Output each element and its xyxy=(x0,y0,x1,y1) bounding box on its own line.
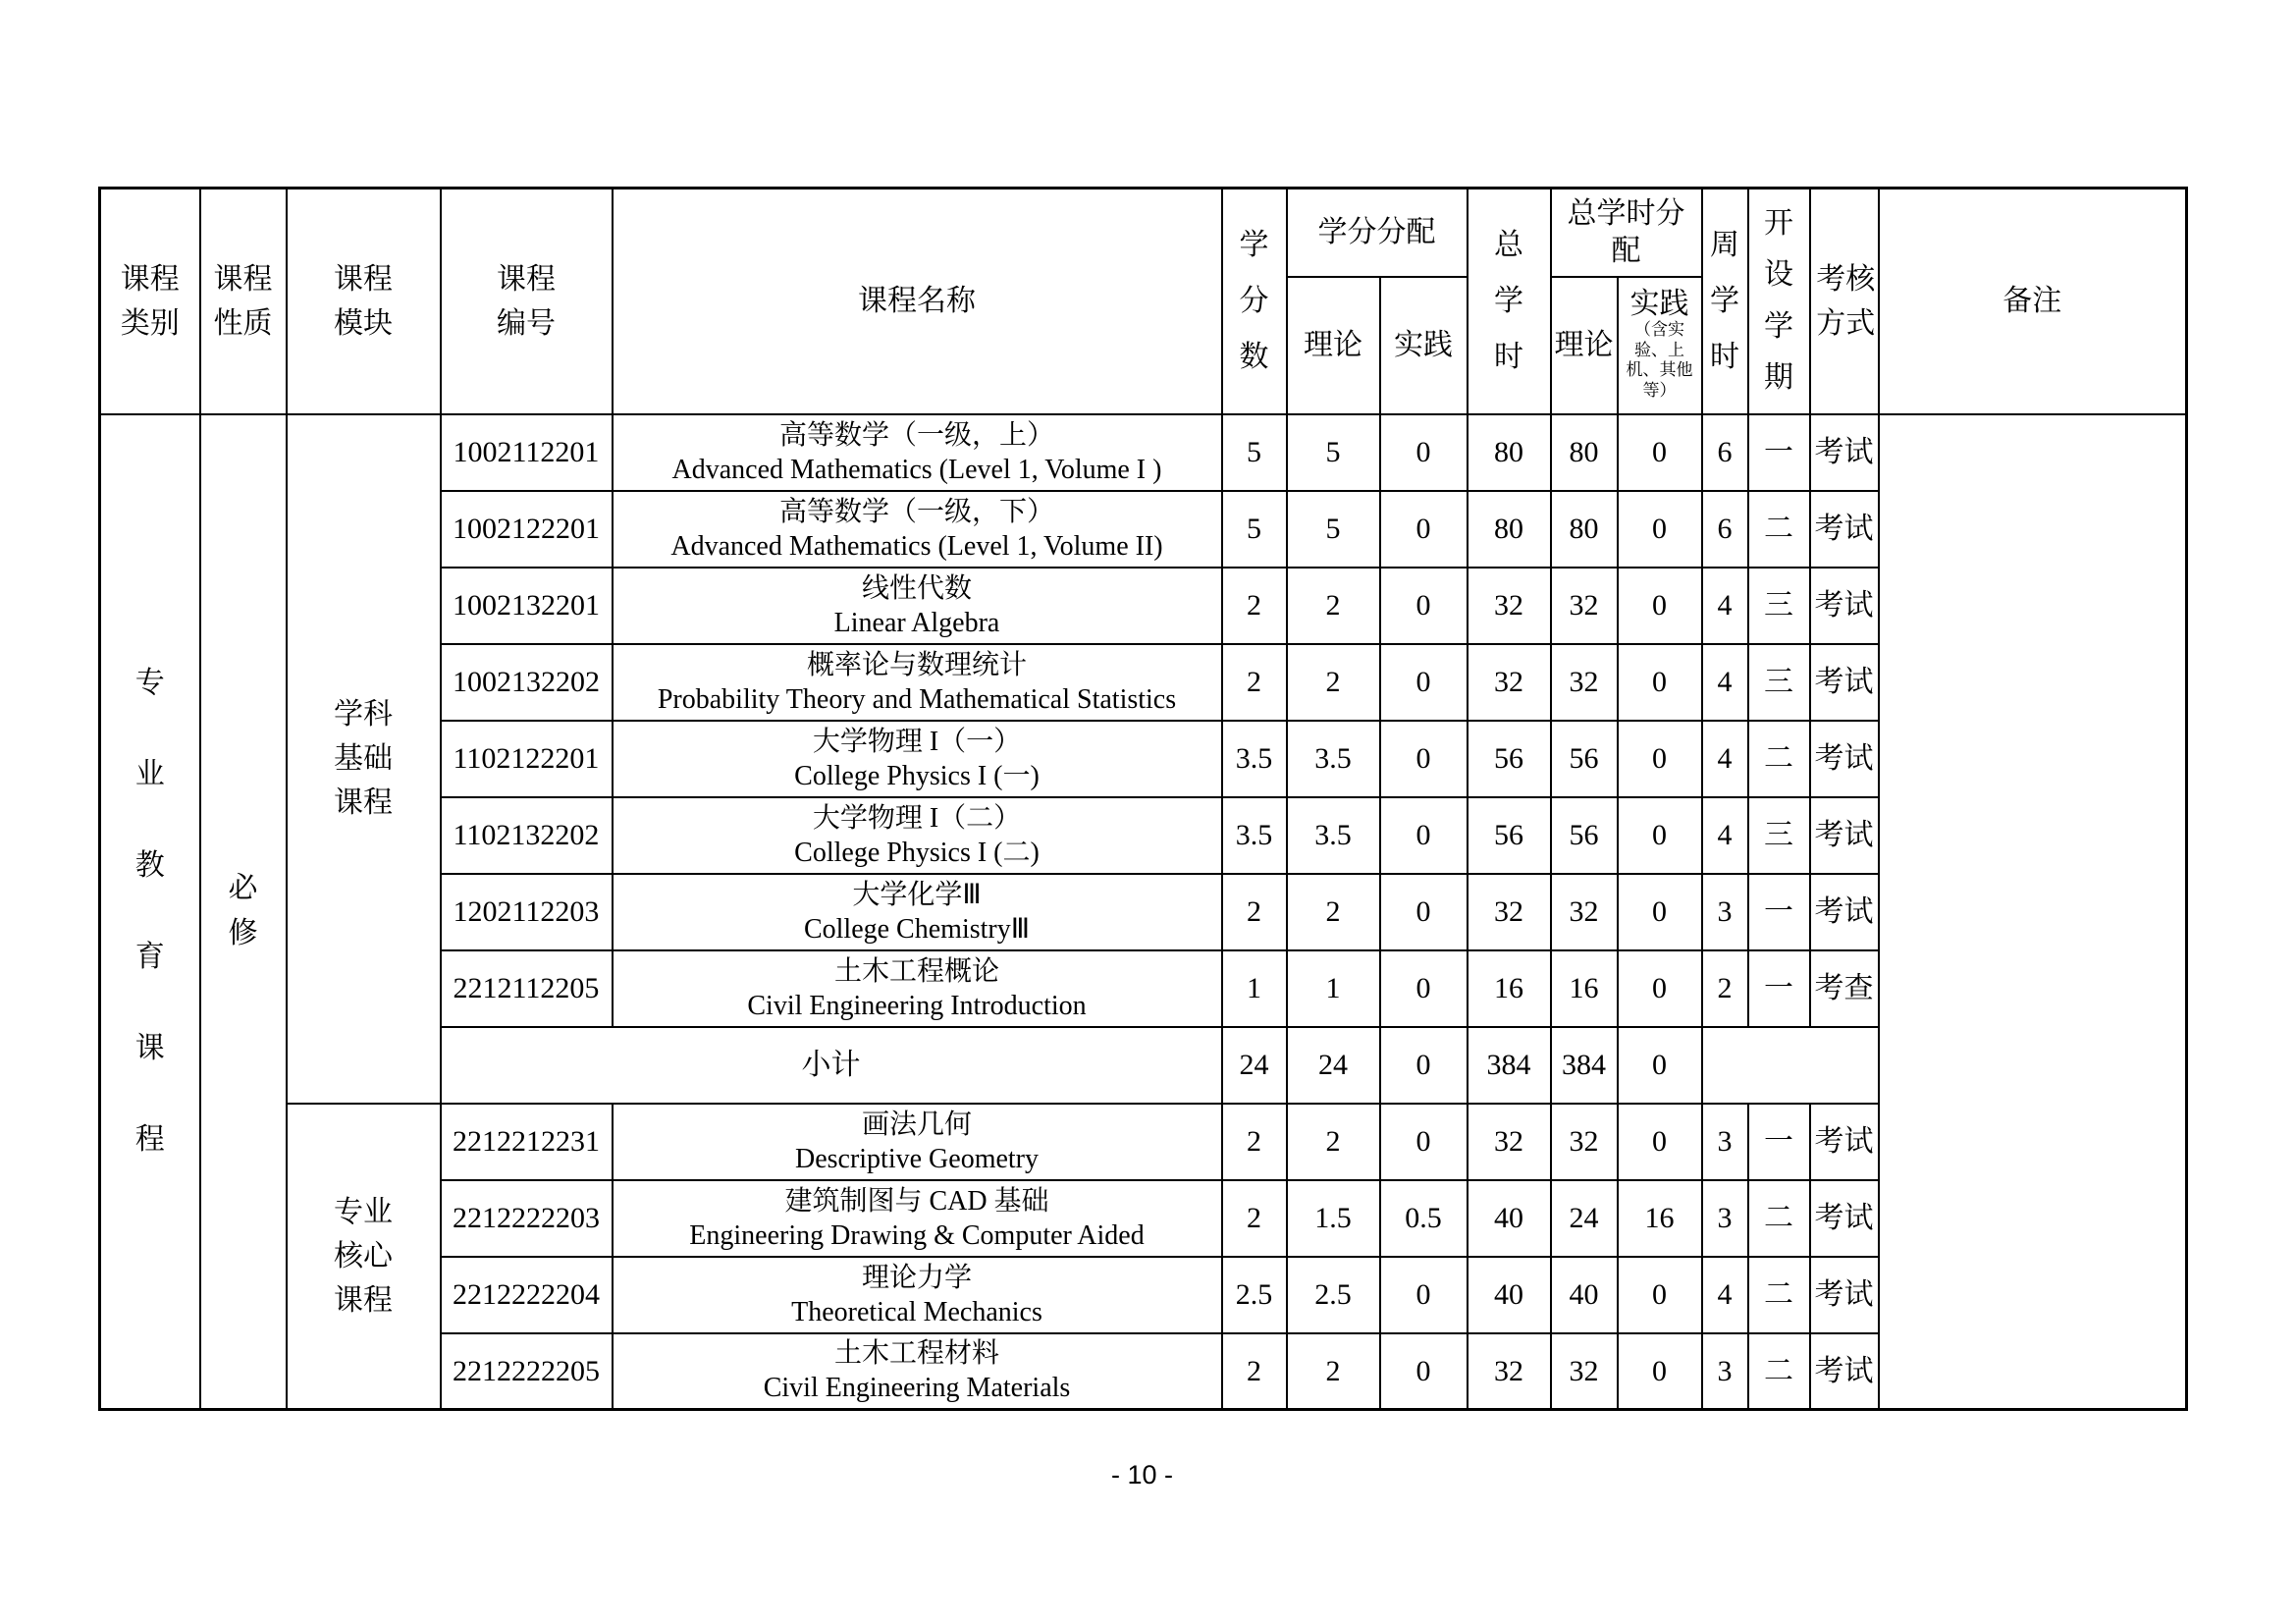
semester: 二 xyxy=(1748,491,1810,568)
header-total-hours-label: 总学时 xyxy=(1494,229,1523,374)
hours-practice: 0 xyxy=(1618,414,1702,491)
group-nature-label: 必修 xyxy=(228,871,258,950)
credit-practice: 0 xyxy=(1380,644,1468,721)
course-name xyxy=(613,644,1222,721)
course-name-cn: 线性代数 xyxy=(861,572,972,604)
header-hours-theory: 理论 xyxy=(1551,277,1618,414)
course-name-en: Advanced Mathematics (Level 1, Volume I ) xyxy=(671,454,1162,485)
course-code: 2212212231 xyxy=(441,1104,613,1180)
total-hours: 40 xyxy=(1468,1257,1551,1333)
hours-practice: 0 xyxy=(1618,1333,1702,1410)
group-module-basic-label: 学科基础课程 xyxy=(334,698,393,819)
course-name-cn: 土木工程材料 xyxy=(833,1338,999,1370)
credits: 2 xyxy=(1222,644,1287,721)
credit-practice: 0 xyxy=(1380,414,1468,491)
course-name xyxy=(613,491,1222,568)
subtotal-credits: 24 xyxy=(1222,1027,1287,1104)
course-name xyxy=(613,568,1222,644)
course-code: 2212222203 xyxy=(441,1180,613,1257)
weekly-hours: 6 xyxy=(1702,491,1748,568)
credits: 5 xyxy=(1222,491,1287,568)
subtotal-credit-theory: 24 xyxy=(1287,1027,1380,1104)
credits: 5 xyxy=(1222,414,1287,491)
total-hours: 80 xyxy=(1468,414,1551,491)
assessment: 考试 xyxy=(1810,568,1879,644)
course-name-cn: 大学化学Ⅲ xyxy=(852,879,982,910)
subtotal-credit-practice: 0 xyxy=(1380,1027,1468,1104)
total-hours: 32 xyxy=(1468,1333,1551,1410)
header-course-nature xyxy=(200,189,287,414)
assessment: 考试 xyxy=(1810,721,1879,797)
hours-theory: 56 xyxy=(1551,721,1618,797)
semester: 三 xyxy=(1748,797,1810,874)
course-code: 1002132202 xyxy=(441,644,613,721)
header-assessment xyxy=(1810,189,1879,414)
hours-theory: 40 xyxy=(1551,1257,1618,1333)
credits: 1 xyxy=(1222,950,1287,1027)
course-name-cn: 大学物理 I（二） xyxy=(812,802,1022,834)
credits: 2 xyxy=(1222,1104,1287,1180)
header-remarks-label: 备注 xyxy=(2002,285,2062,317)
course-name xyxy=(613,1180,1222,1257)
semester: 一 xyxy=(1748,950,1810,1027)
assessment: 考试 xyxy=(1810,491,1879,568)
assessment: 考试 xyxy=(1810,874,1879,950)
course-name-en: Probability Theory and Mathematical Statistics xyxy=(657,683,1177,715)
course-name xyxy=(613,1104,1222,1180)
header-course-name xyxy=(613,189,1222,414)
credit-theory: 1 xyxy=(1287,950,1380,1027)
course-name-en: Theoretical Mechanics xyxy=(791,1296,1042,1327)
course-name-en: College Physics I (二) xyxy=(794,837,1040,868)
total-hours: 80 xyxy=(1468,491,1551,568)
semester: 二 xyxy=(1748,721,1810,797)
course-name-cn: 大学物理 I（一） xyxy=(812,726,1022,757)
course-name-cn: 高等数学（一级，下） xyxy=(778,496,1054,527)
header-hours-distribution-label: 总学时分配 xyxy=(1567,197,1685,267)
hours-theory: 32 xyxy=(1551,568,1618,644)
hours-practice: 0 xyxy=(1618,644,1702,721)
semester: 二 xyxy=(1748,1333,1810,1410)
course-code: 1002122201 xyxy=(441,491,613,568)
remarks-cell xyxy=(1879,414,2187,1410)
credit-theory: 5 xyxy=(1287,414,1380,491)
course-name xyxy=(613,414,1222,491)
table-row xyxy=(100,1104,2187,1180)
course-name-cn: 高等数学（一级，上） xyxy=(778,419,1054,451)
header-course-name-label: 课程名称 xyxy=(858,285,976,317)
course-name-cn: 画法几何 xyxy=(861,1109,972,1140)
credit-practice: 0 xyxy=(1380,1257,1468,1333)
course-name-en: College ChemistryⅢ xyxy=(803,913,1031,945)
credits: 2 xyxy=(1222,1333,1287,1410)
hours-theory: 80 xyxy=(1551,414,1618,491)
course-name-cn: 概率论与数理统计 xyxy=(806,649,1027,680)
group-category-label: 专业教育课程 xyxy=(134,667,165,1157)
subtotal-total-hours: 384 xyxy=(1468,1027,1551,1104)
header-remarks xyxy=(1879,189,2187,414)
header-credit-distribution-label: 学分分配 xyxy=(1317,216,1436,248)
weekly-hours: 4 xyxy=(1702,797,1748,874)
assessment: 考试 xyxy=(1810,414,1879,491)
credit-theory: 3.5 xyxy=(1287,797,1380,874)
assessment: 考查 xyxy=(1810,950,1879,1027)
course-code: 2212222205 xyxy=(441,1333,613,1410)
assessment: 考试 xyxy=(1810,1104,1879,1180)
hours-theory: 32 xyxy=(1551,1104,1618,1180)
course-code: 2212112205 xyxy=(441,950,613,1027)
credit-theory: 2 xyxy=(1287,1104,1380,1180)
credit-theory: 2.5 xyxy=(1287,1257,1380,1333)
header-course-module xyxy=(287,189,441,414)
total-hours: 32 xyxy=(1468,874,1551,950)
subtotal-label: 小计 xyxy=(441,1027,1222,1104)
subtotal-hours-practice: 0 xyxy=(1618,1027,1702,1104)
total-hours: 16 xyxy=(1468,950,1551,1027)
header-credit-practice: 实践 xyxy=(1380,277,1468,414)
total-hours: 32 xyxy=(1468,568,1551,644)
credits: 2 xyxy=(1222,568,1287,644)
credit-practice: 0.5 xyxy=(1380,1180,1468,1257)
hours-practice: 0 xyxy=(1618,797,1702,874)
assessment: 考试 xyxy=(1810,1333,1879,1410)
header-hours-practice xyxy=(1618,277,1702,414)
weekly-hours: 4 xyxy=(1702,568,1748,644)
group-module-basic-cell xyxy=(287,414,441,1104)
course-name xyxy=(613,797,1222,874)
credits: 2.5 xyxy=(1222,1257,1287,1333)
header-course-category xyxy=(100,189,200,414)
course-name-en: Linear Algebra xyxy=(833,607,1000,638)
semester: 一 xyxy=(1748,414,1810,491)
course-name-en: Civil Engineering Materials xyxy=(763,1373,1071,1404)
hours-practice: 16 xyxy=(1618,1180,1702,1257)
credit-practice: 0 xyxy=(1380,1104,1468,1180)
header-credit-distribution xyxy=(1287,189,1468,277)
hours-theory: 56 xyxy=(1551,797,1618,874)
hours-theory: 32 xyxy=(1551,644,1618,721)
header-total-hours xyxy=(1468,189,1551,414)
weekly-hours: 3 xyxy=(1702,1180,1748,1257)
course-name-cn: 理论力学 xyxy=(861,1262,972,1293)
course-name-en: Advanced Mathematics (Level 1, Volume II) xyxy=(670,530,1163,562)
course-code: 1102122201 xyxy=(441,721,613,797)
header-credit-theory: 理论 xyxy=(1287,277,1380,414)
header-weekly-hours-label: 周学时 xyxy=(1710,229,1739,374)
hours-practice: 0 xyxy=(1618,568,1702,644)
weekly-hours: 3 xyxy=(1702,1104,1748,1180)
course-name xyxy=(613,1333,1222,1410)
group-nature-cell xyxy=(200,414,287,1410)
credit-theory: 2 xyxy=(1287,1333,1380,1410)
header-course-module-label: 课程模块 xyxy=(334,262,393,340)
credits: 2 xyxy=(1222,1180,1287,1257)
hours-practice: 0 xyxy=(1618,1104,1702,1180)
hours-theory: 24 xyxy=(1551,1180,1618,1257)
semester: 一 xyxy=(1748,1104,1810,1180)
header-weekly-hours xyxy=(1702,189,1748,414)
assessment: 考试 xyxy=(1810,1180,1879,1257)
header-semester-label: 开设学期 xyxy=(1764,206,1793,395)
course-name xyxy=(613,950,1222,1027)
header-semester xyxy=(1748,189,1810,414)
total-hours: 56 xyxy=(1468,721,1551,797)
credit-practice: 0 xyxy=(1380,950,1468,1027)
semester: 三 xyxy=(1748,644,1810,721)
hours-practice: 0 xyxy=(1618,950,1702,1027)
curriculum-table xyxy=(98,187,2188,1411)
header-credits-label: 学分数 xyxy=(1239,229,1269,374)
credit-theory: 2 xyxy=(1287,568,1380,644)
hours-practice: 0 xyxy=(1618,721,1702,797)
course-code: 1202112203 xyxy=(441,874,613,950)
group-module-core-label: 专业核心课程 xyxy=(334,1195,393,1317)
table-row xyxy=(100,414,2187,491)
credit-practice: 0 xyxy=(1380,1333,1468,1410)
weekly-hours: 3 xyxy=(1702,874,1748,950)
semester: 二 xyxy=(1748,1257,1810,1333)
weekly-hours: 4 xyxy=(1702,1257,1748,1333)
course-name-en: Engineering Drawing & Computer Aided xyxy=(689,1219,1145,1251)
header-credits xyxy=(1222,189,1287,414)
hours-practice: 0 xyxy=(1618,1257,1702,1333)
course-name xyxy=(613,874,1222,950)
course-name-en: Descriptive Geometry xyxy=(794,1143,1040,1174)
header-course-nature-label: 课程性质 xyxy=(213,262,273,340)
subtotal-empty-cell xyxy=(1702,1027,1879,1104)
hours-practice: 0 xyxy=(1618,874,1702,950)
course-name xyxy=(613,721,1222,797)
total-hours: 56 xyxy=(1468,797,1551,874)
weekly-hours: 6 xyxy=(1702,414,1748,491)
hours-theory: 32 xyxy=(1551,874,1618,950)
header-assessment-label: 考核方式 xyxy=(1816,262,1876,340)
weekly-hours: 4 xyxy=(1702,644,1748,721)
assessment: 考试 xyxy=(1810,797,1879,874)
course-name-en: College Physics I (一) xyxy=(794,760,1040,791)
hours-practice: 0 xyxy=(1618,491,1702,568)
semester: 一 xyxy=(1748,874,1810,950)
semester: 三 xyxy=(1748,568,1810,644)
credits: 2 xyxy=(1222,874,1287,950)
group-category-cell xyxy=(100,414,200,1410)
total-hours: 32 xyxy=(1468,644,1551,721)
credit-theory: 3.5 xyxy=(1287,721,1380,797)
course-code: 1002112201 xyxy=(441,414,613,491)
credit-practice: 0 xyxy=(1380,721,1468,797)
credit-practice: 0 xyxy=(1380,568,1468,644)
assessment: 考试 xyxy=(1810,1257,1879,1333)
course-code: 1102132202 xyxy=(441,797,613,874)
course-code: 1002132201 xyxy=(441,568,613,644)
header-course-category-label: 课程类别 xyxy=(120,262,180,340)
credit-practice: 0 xyxy=(1380,797,1468,874)
credit-practice: 0 xyxy=(1380,874,1468,950)
assessment: 考试 xyxy=(1810,644,1879,721)
credit-practice: 0 xyxy=(1380,491,1468,568)
credit-theory: 2 xyxy=(1287,874,1380,950)
header-hours-practice-main: 实践 xyxy=(1629,288,1689,321)
group-module-core-cell xyxy=(287,1104,441,1410)
total-hours: 32 xyxy=(1468,1104,1551,1180)
header-hours-practice-note: （含实验、上机、其他等） xyxy=(1626,320,1693,400)
subtotal-hours-theory: 384 xyxy=(1551,1027,1618,1104)
course-name xyxy=(613,1257,1222,1333)
course-name-cn: 建筑制图与 CAD 基础 xyxy=(784,1185,1049,1217)
course-name-en: Civil Engineering Introduction xyxy=(747,990,1087,1021)
total-hours: 40 xyxy=(1468,1180,1551,1257)
credit-theory: 5 xyxy=(1287,491,1380,568)
credit-theory: 2 xyxy=(1287,644,1380,721)
credits: 3.5 xyxy=(1222,797,1287,874)
course-name-cn: 土木工程概论 xyxy=(833,955,999,987)
weekly-hours: 4 xyxy=(1702,721,1748,797)
weekly-hours: 3 xyxy=(1702,1333,1748,1410)
credits: 3.5 xyxy=(1222,721,1287,797)
header-hours-distribution xyxy=(1551,189,1702,277)
page-number: - 10 - xyxy=(1110,1460,1174,1489)
semester: 二 xyxy=(1748,1180,1810,1257)
credit-theory: 1.5 xyxy=(1287,1180,1380,1257)
header-course-code xyxy=(441,189,613,414)
weekly-hours: 2 xyxy=(1702,950,1748,1027)
hours-theory: 16 xyxy=(1551,950,1618,1027)
hours-theory: 80 xyxy=(1551,491,1618,568)
hours-theory: 32 xyxy=(1551,1333,1618,1410)
header-course-code-label: 课程编号 xyxy=(497,262,556,340)
course-code: 2212222204 xyxy=(441,1257,613,1333)
